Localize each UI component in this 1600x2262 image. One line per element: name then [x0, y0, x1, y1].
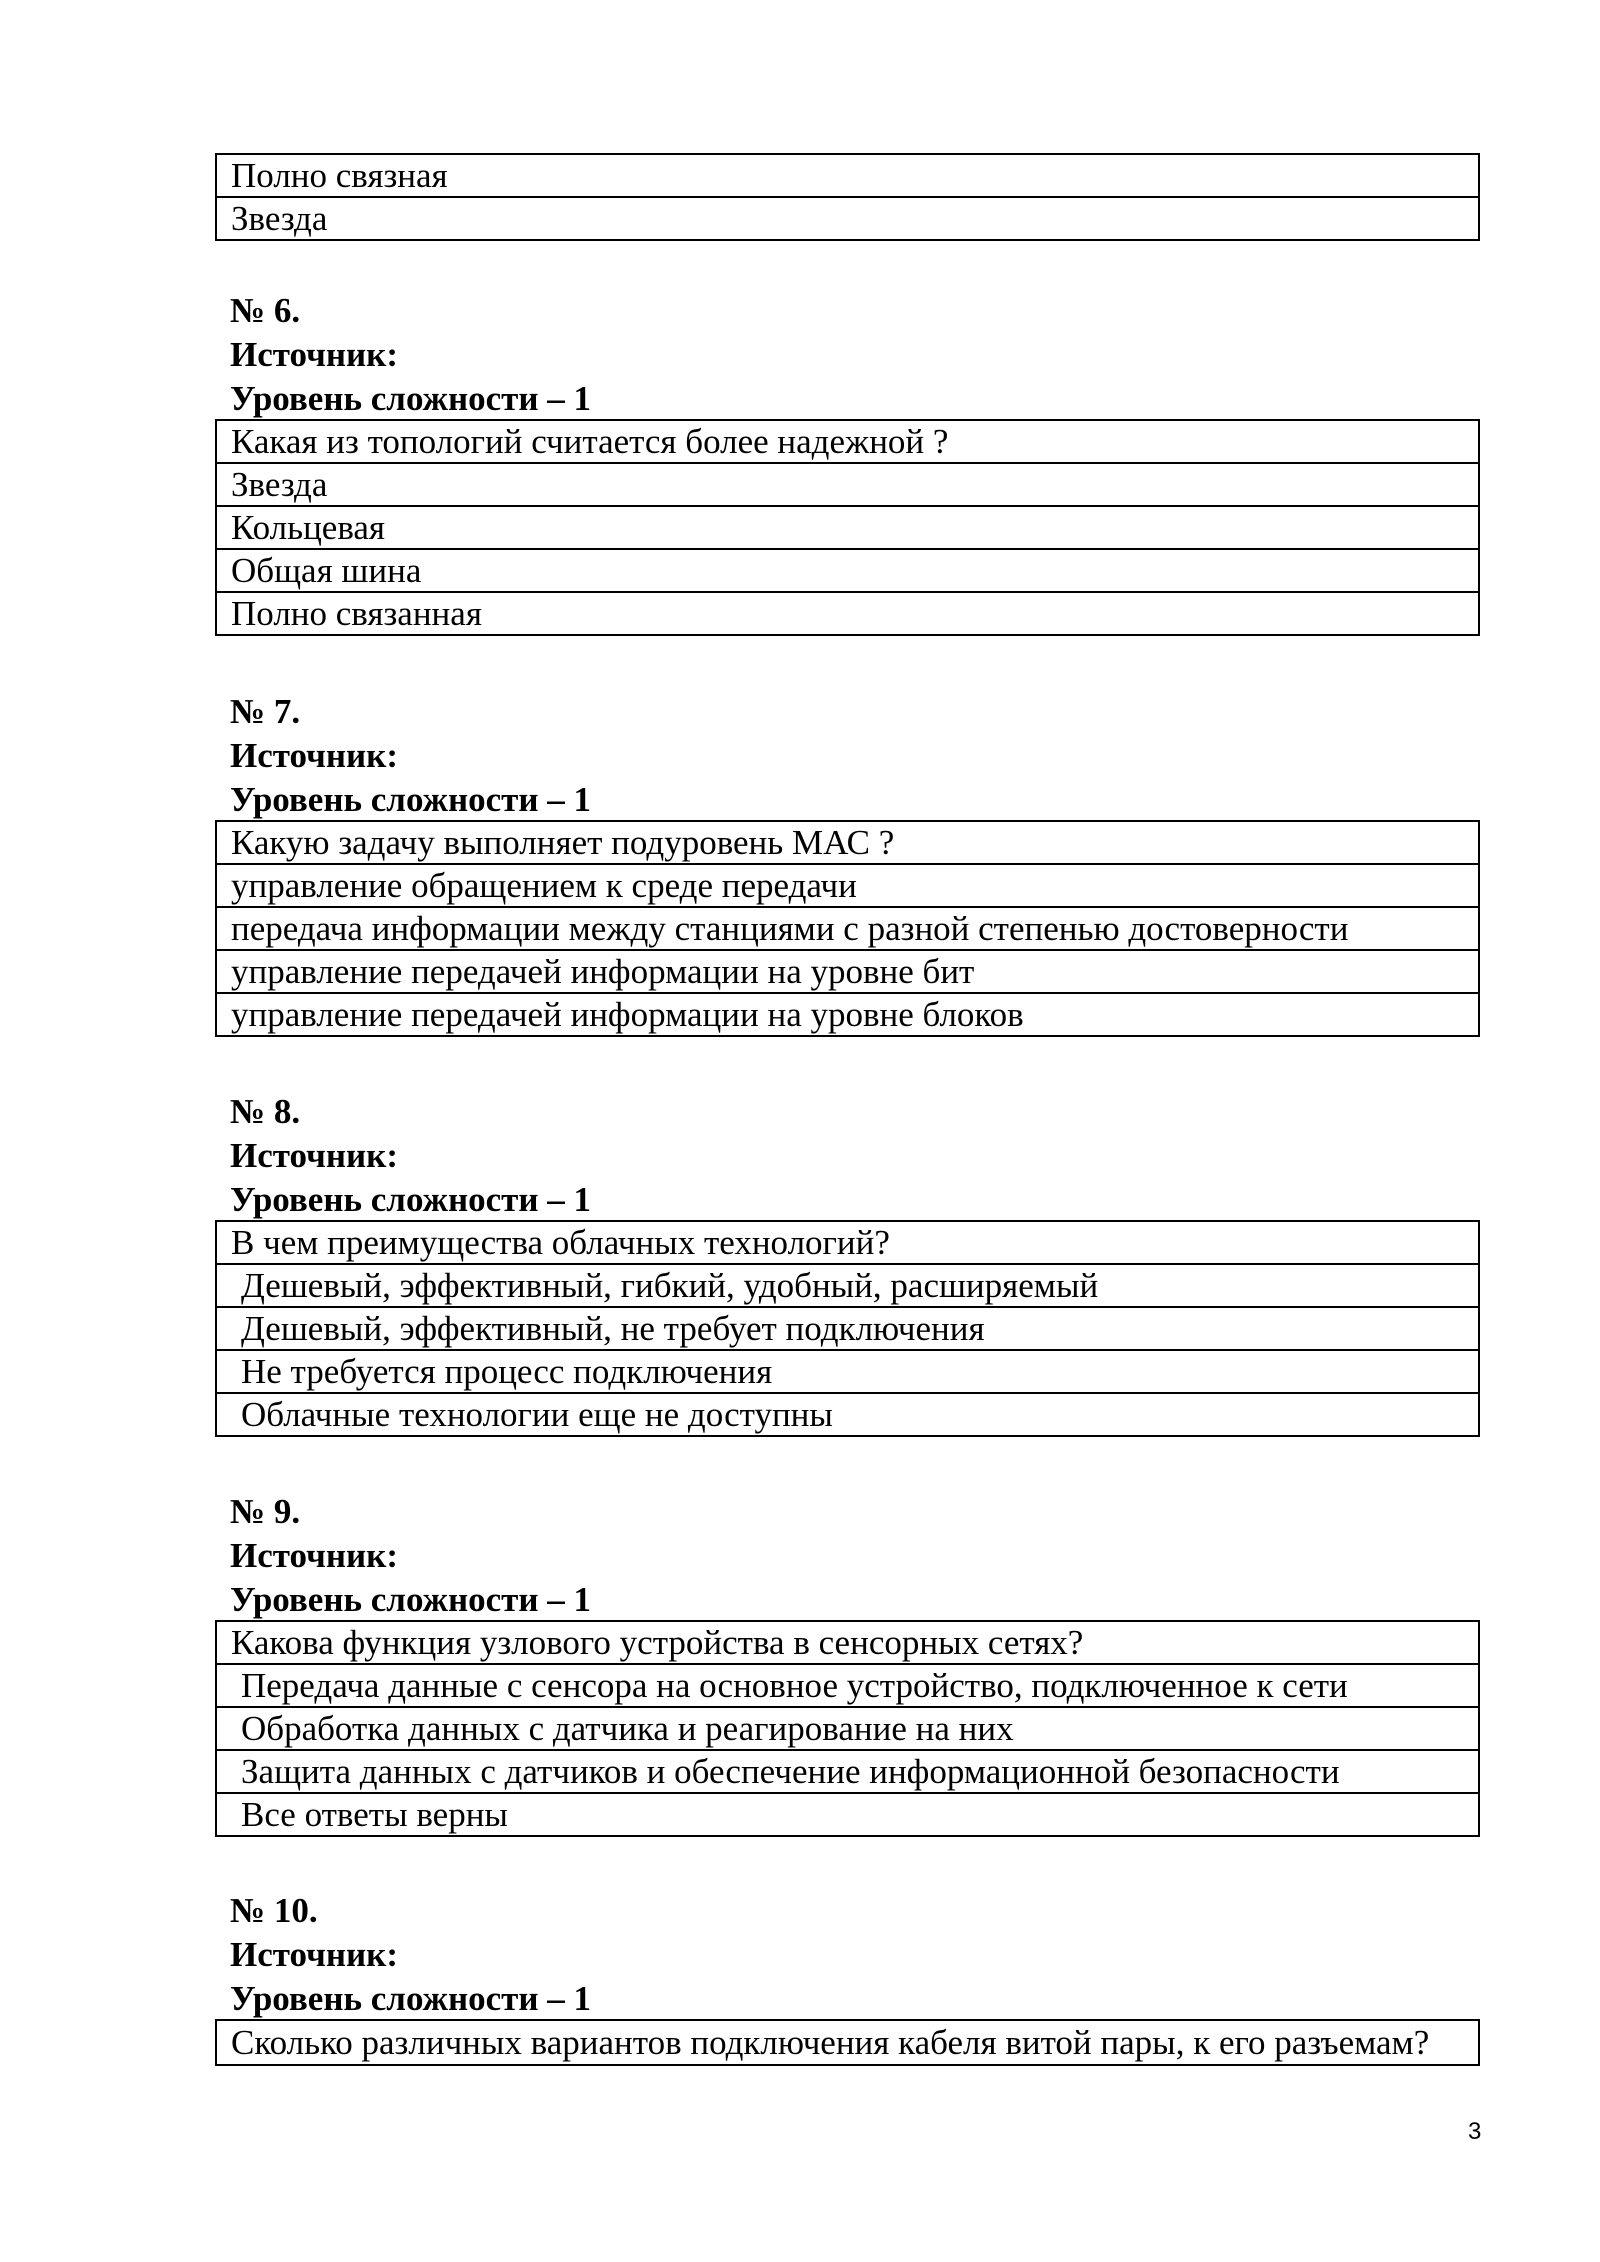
answer-cell: Обработка данных с датчика и реагирование на них: [216, 1707, 1479, 1750]
question-9-table: [215, 1620, 1480, 1837]
table-row: [216, 1307, 1479, 1350]
question-level: Уровень сложности – 1: [230, 379, 592, 418]
answer-cell: Звезда: [216, 197, 1479, 240]
answer-cell: Полно связная: [216, 154, 1479, 197]
answers-table-continued: [215, 153, 1480, 241]
table-row: [216, 993, 1479, 1036]
table-row: [216, 1664, 1479, 1707]
answer-cell: Полно связанная: [216, 592, 1479, 635]
question-level: Уровень сложности – 1: [230, 1180, 592, 1219]
question-text: Сколько различных вариантов подключения кабеля витой пары, к его разъемам?: [216, 2020, 1479, 2065]
answer-cell: Общая шина: [216, 549, 1479, 592]
question-text: Какую задачу выполняет подуровень МАС ?: [216, 821, 1479, 864]
table-row: [216, 1350, 1479, 1393]
table-row: [216, 154, 1479, 197]
table-row: [216, 1221, 1479, 1264]
answer-cell: передача информации между станциями с разной степенью достоверности: [216, 907, 1479, 950]
question-text: Какая из топологий считается более надежной ?: [216, 420, 1479, 463]
table-row: [216, 1264, 1479, 1307]
question-number: № 6.: [230, 291, 301, 330]
question-source: Источник:: [230, 1935, 398, 1974]
question-number: № 9.: [230, 1492, 301, 1531]
answer-cell: Кольцевая: [216, 506, 1479, 549]
question-text: Какова функция узлового устройства в сенсорных сетях?: [216, 1621, 1479, 1664]
table-row: [216, 506, 1479, 549]
table-row: [216, 1750, 1479, 1793]
question-level: Уровень сложности – 1: [230, 1979, 592, 2018]
question-9-header: [230, 1490, 591, 1622]
question-number: № 8.: [230, 1092, 301, 1131]
answer-cell: Не требуется процесс подключения: [216, 1350, 1479, 1393]
question-7-table: [215, 820, 1480, 1037]
page-number: 3: [1468, 2118, 1482, 2145]
table-row: [216, 864, 1479, 907]
question-level: Уровень сложности – 1: [230, 1580, 592, 1619]
answer-cell: управление передачей информации на уровне бит: [216, 950, 1479, 993]
question-text: В чем преимущества облачных технологий?: [216, 1221, 1479, 1264]
question-source: Источник:: [230, 1136, 398, 1175]
table-row: [216, 1793, 1479, 1836]
question-8-table: [215, 1220, 1480, 1437]
answer-cell: Облачные технологии еще не доступны: [216, 1393, 1479, 1436]
answer-cell: Дешевый, эффективный, гибкий, удобный, расширяемый: [216, 1264, 1479, 1307]
question-8-header: [230, 1090, 591, 1222]
table-row: [216, 197, 1479, 240]
table-row: [216, 420, 1479, 463]
table-row: [216, 821, 1479, 864]
table-row: [216, 907, 1479, 950]
question-6-header: [230, 289, 591, 421]
table-row: [216, 1393, 1479, 1436]
answer-cell: Дешевый, эффективный, не требует подключения: [216, 1307, 1479, 1350]
answer-cell: управление обращением к среде передачи: [216, 864, 1479, 907]
table-row: [216, 1707, 1479, 1750]
table-row: [216, 950, 1479, 993]
table-row: [216, 549, 1479, 592]
table-row: [216, 1621, 1479, 1664]
answer-cell: Защита данных с датчиков и обеспечение информационной безопасности: [216, 1750, 1479, 1793]
question-source: Источник:: [230, 1536, 398, 1575]
answer-cell: Все ответы верны: [216, 1793, 1479, 1836]
question-10-table: [215, 2019, 1480, 2066]
question-level: Уровень сложности – 1: [230, 780, 592, 819]
answer-cell: Звезда: [216, 463, 1479, 506]
table-row: [216, 463, 1479, 506]
question-source: Источник:: [230, 335, 398, 374]
question-7-header: [230, 690, 591, 822]
question-source: Источник:: [230, 736, 398, 775]
question-number: № 10.: [230, 1891, 318, 1930]
question-number: № 7.: [230, 692, 301, 731]
question-6-table: [215, 419, 1480, 636]
answer-cell: Передача данные с сенсора на основное устройство, подключенное к сети: [216, 1664, 1479, 1707]
question-10-header: [230, 1889, 591, 2021]
table-row: [216, 2020, 1479, 2065]
table-row: [216, 592, 1479, 635]
answer-cell: управление передачей информации на уровне блоков: [216, 993, 1479, 1036]
